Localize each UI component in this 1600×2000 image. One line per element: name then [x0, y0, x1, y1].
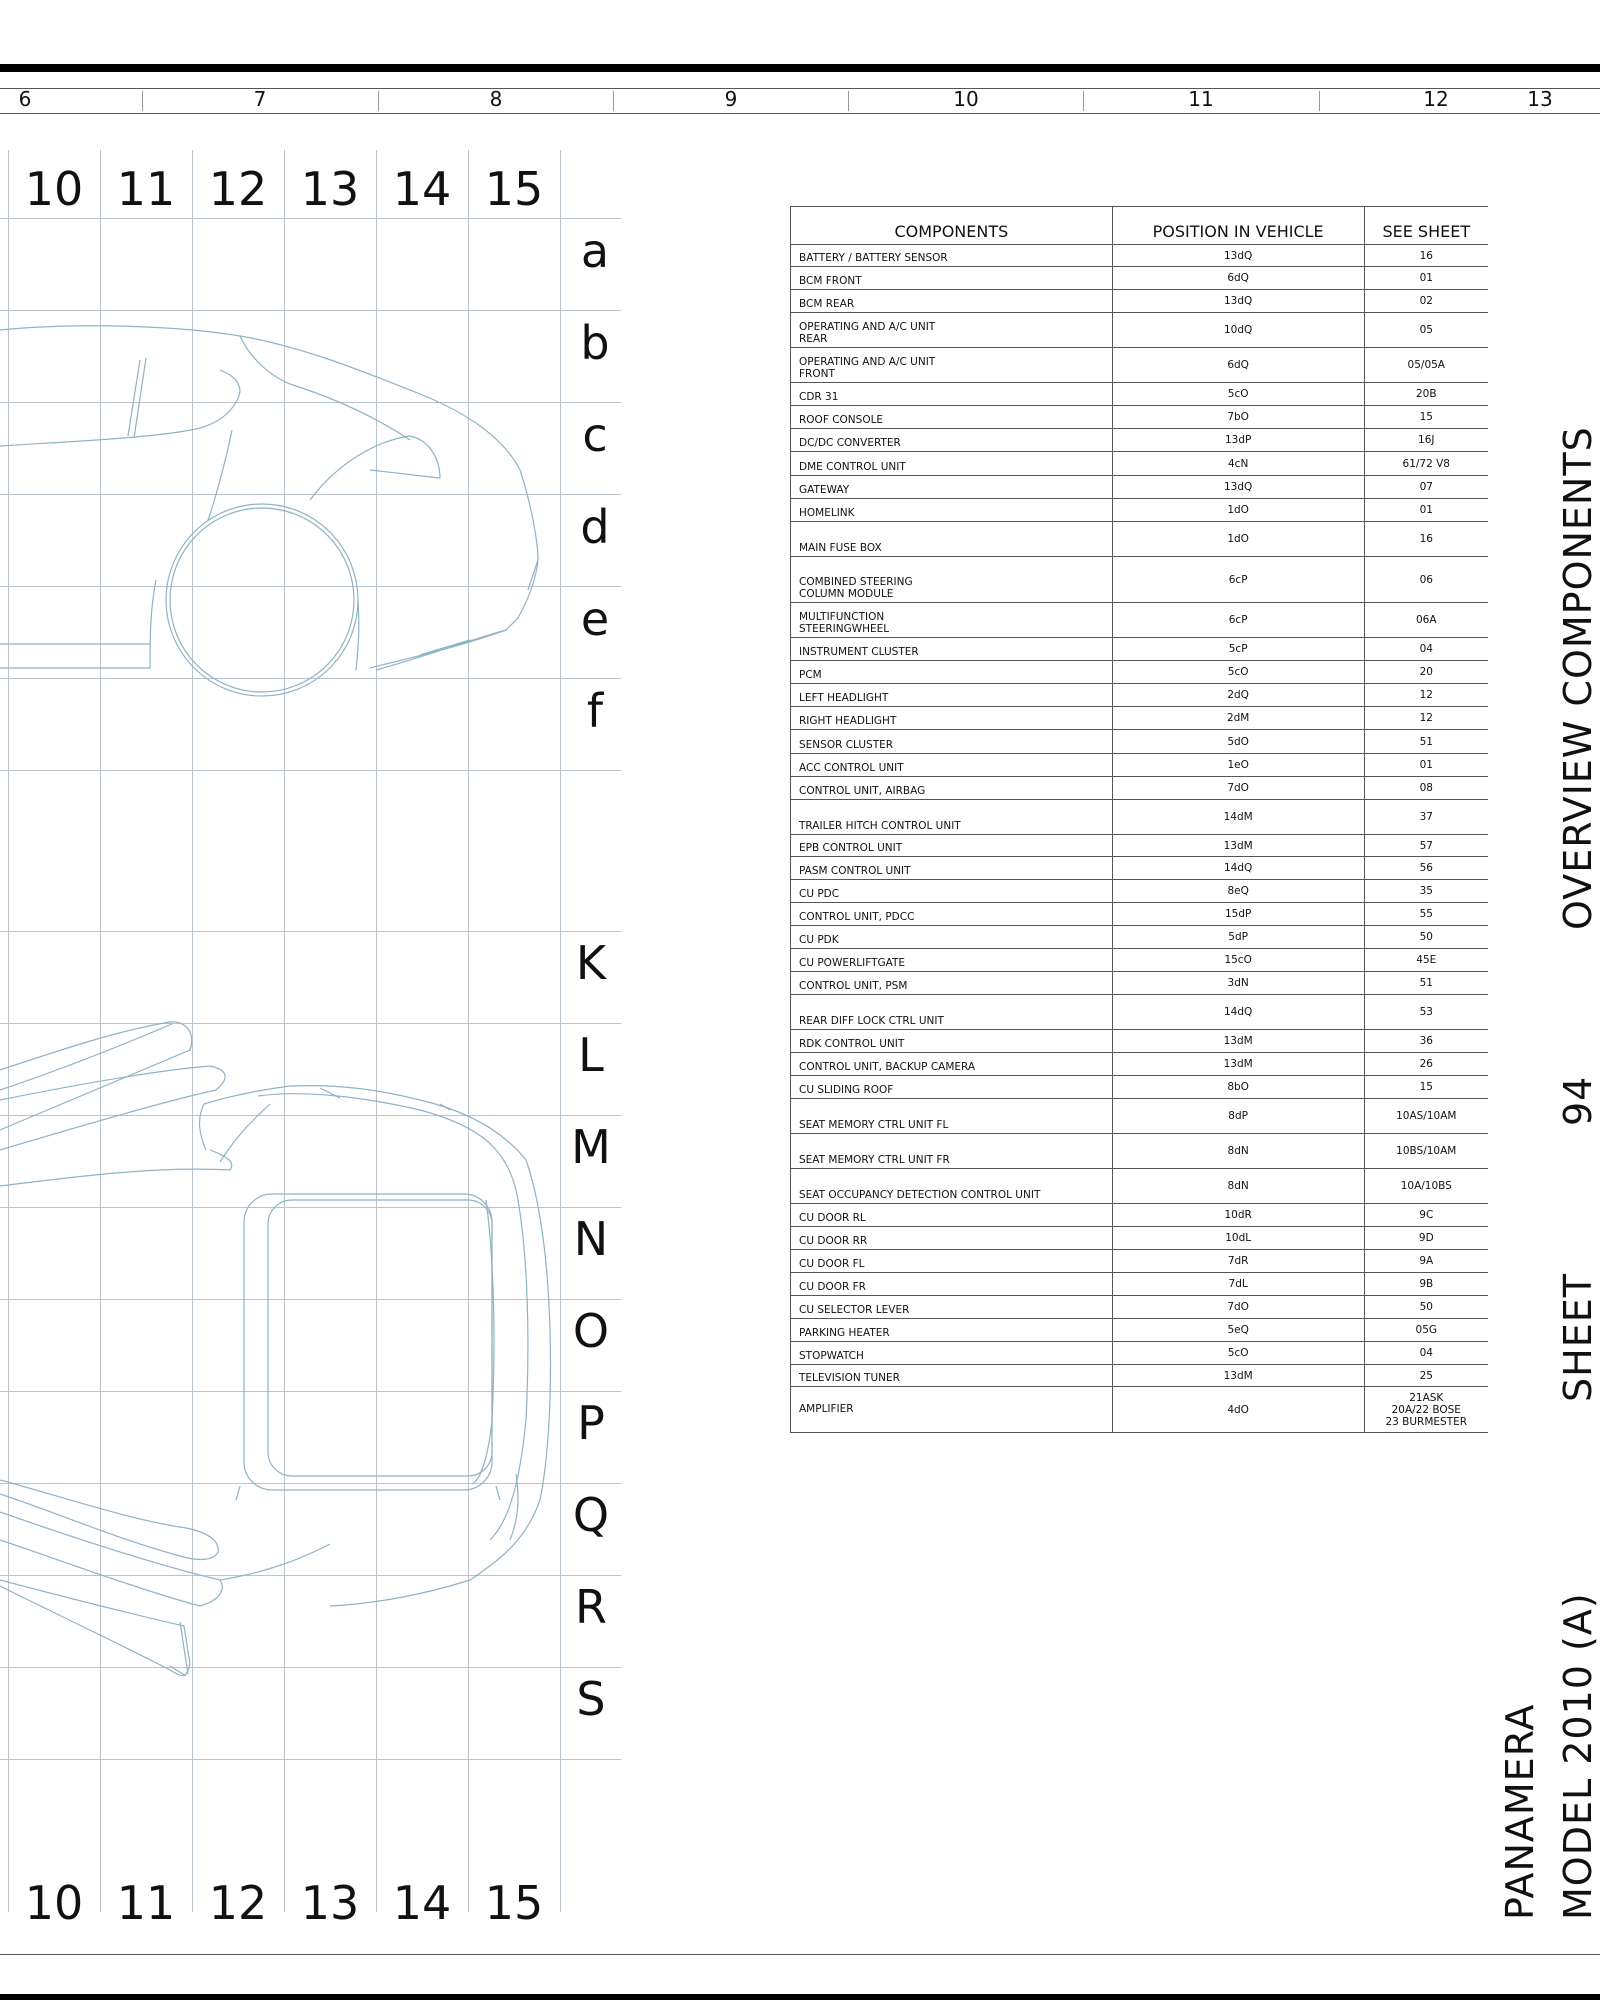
component-position: 5eQ [1112, 1319, 1364, 1342]
component-sheet: 53 [1364, 995, 1488, 1030]
table-row [791, 707, 1489, 730]
component-position: 15cO [1112, 949, 1364, 972]
component-sheet: 50 [1364, 926, 1488, 949]
component-name: HOMELINK [791, 499, 1113, 522]
component-position: 13dM [1112, 1053, 1364, 1076]
component-sheet: 06 [1364, 557, 1488, 603]
component-sheet: 37 [1364, 800, 1488, 835]
component-name: ACC CONTROL UNIT [791, 754, 1113, 777]
component-position: 4dO [1112, 1387, 1364, 1433]
component-sheet: 26 [1364, 1053, 1488, 1076]
table-row [791, 452, 1489, 476]
component-sheet: 51 [1364, 972, 1488, 995]
component-sheet: 9A [1364, 1250, 1488, 1273]
component-name: EPB CONTROL UNIT [791, 835, 1113, 857]
component-name: CONTROL UNIT, BACKUP CAMERA [791, 1053, 1113, 1076]
component-sheet: 08 [1364, 777, 1488, 800]
table-row [791, 777, 1489, 800]
component-name: SEAT MEMORY CTRL UNIT FL [791, 1099, 1113, 1134]
grid-column-number: 12 [208, 162, 268, 216]
component-sheet: 36 [1364, 1030, 1488, 1053]
component-position: 13dM [1112, 1365, 1364, 1387]
table-row [791, 1076, 1489, 1099]
title-overview-components: OVERVIEW COMPONENTS [1556, 426, 1600, 930]
zone-number: 13 [1527, 87, 1553, 111]
table-row [791, 499, 1489, 522]
component-name: RDK CONTROL UNIT [791, 1030, 1113, 1053]
component-position: 13dM [1112, 835, 1364, 857]
table-row [791, 800, 1489, 835]
grid-column-number: 15 [484, 162, 544, 216]
component-position: 8dP [1112, 1099, 1364, 1134]
zone-number: 12 [1423, 87, 1449, 111]
component-sheet: 07 [1364, 476, 1488, 499]
component-sheet: 12 [1364, 684, 1488, 707]
component-sheet: 05G [1364, 1319, 1488, 1342]
table-row [791, 383, 1489, 406]
component-position: 2dQ [1112, 684, 1364, 707]
component-name: SENSOR CLUSTER [791, 730, 1113, 754]
component-sheet: 15 [1364, 406, 1488, 429]
table-row [791, 429, 1489, 452]
component-name: CDR 31 [791, 383, 1113, 406]
table-row [791, 1134, 1489, 1169]
table-row [791, 603, 1489, 638]
grid-row-letter: d [580, 500, 610, 554]
grid-row-letter: M [571, 1120, 611, 1174]
component-position: 13dQ [1112, 290, 1364, 313]
table-row [791, 1227, 1489, 1250]
table-row [791, 949, 1489, 972]
component-position: 6dQ [1112, 348, 1364, 383]
component-position: 14dQ [1112, 995, 1364, 1030]
component-name: REAR DIFF LOCK CTRL UNIT [791, 995, 1113, 1030]
table-row [791, 1342, 1489, 1365]
table-row [791, 730, 1489, 754]
vehicle-outline-drawings [0, 0, 620, 2000]
table-row [791, 972, 1489, 995]
grid-row-letter: c [582, 408, 608, 462]
component-name: PARKING HEATER [791, 1319, 1113, 1342]
component-position: 13dQ [1112, 245, 1364, 267]
table-row [791, 995, 1489, 1030]
zone-number: 11 [1188, 87, 1214, 111]
component-position: 13dP [1112, 429, 1364, 452]
grid-row-letter: b [580, 316, 610, 370]
component-position: 3dN [1112, 972, 1364, 995]
side-view-rear-outline [0, 326, 538, 696]
title-model-year: MODEL 2010 (A) [1556, 1592, 1600, 1920]
zone-divider [1319, 91, 1320, 111]
component-sheet: 9C [1364, 1204, 1488, 1227]
component-name: GATEWAY [791, 476, 1113, 499]
table-row [791, 684, 1489, 707]
component-sheet: 16 [1364, 522, 1488, 557]
component-sheet: 9D [1364, 1227, 1488, 1250]
zone-number: 7 [253, 87, 267, 111]
component-sheet: 10A/10BS [1364, 1169, 1488, 1204]
component-name: COMBINED STEERING COLUMN MODULE [791, 557, 1113, 603]
component-sheet: 04 [1364, 1342, 1488, 1365]
grid-row-letter: Q [572, 1488, 610, 1542]
top-view-rear-outline [0, 1022, 551, 1676]
grid-row-letter: O [572, 1304, 610, 1358]
table-row [791, 880, 1489, 903]
component-name: INSTRUMENT CLUSTER [791, 638, 1113, 661]
table-row [791, 835, 1489, 857]
component-sheet: 20 [1364, 661, 1488, 684]
grid-row-letter: L [578, 1028, 604, 1082]
component-sheet: 50 [1364, 1296, 1488, 1319]
component-position: 6dQ [1112, 267, 1364, 290]
table-body [791, 245, 1489, 1433]
zone-divider [848, 91, 849, 111]
component-position: 2dM [1112, 707, 1364, 730]
table-row [791, 1296, 1489, 1319]
table-row [791, 1365, 1489, 1387]
table-row [791, 1169, 1489, 1204]
component-sheet: 25 [1364, 1365, 1488, 1387]
title-model-name: PANAMERA [1498, 1703, 1542, 1920]
component-name: CU PDK [791, 926, 1113, 949]
component-position: 5cP [1112, 638, 1364, 661]
grid-row-letter: S [576, 1672, 606, 1726]
component-sheet: 10AS/10AM [1364, 1099, 1488, 1134]
component-name: OPERATING AND A/C UNIT FRONT [791, 348, 1113, 383]
component-position: 10dL [1112, 1227, 1364, 1250]
table-row [791, 1053, 1489, 1076]
component-position: 1eO [1112, 754, 1364, 777]
component-name: PCM [791, 661, 1113, 684]
component-position: 7bO [1112, 406, 1364, 429]
component-sheet: 20B [1364, 383, 1488, 406]
component-name: CU SELECTOR LEVER [791, 1296, 1113, 1319]
zone-number: 10 [953, 87, 979, 111]
component-position: 8eQ [1112, 880, 1364, 903]
component-sheet: 15 [1364, 1076, 1488, 1099]
component-sheet: 01 [1364, 267, 1488, 290]
table-row [791, 1099, 1489, 1134]
grid-row-letter: f [586, 684, 604, 738]
component-position: 6cP [1112, 603, 1364, 638]
component-name: BATTERY / BATTERY SENSOR [791, 245, 1113, 267]
grid-column-number: 13 [300, 162, 360, 216]
component-sheet: 05 [1364, 313, 1488, 348]
component-name: CONTROL UNIT, PSM [791, 972, 1113, 995]
table-row [791, 903, 1489, 926]
component-name: LEFT HEADLIGHT [791, 684, 1113, 707]
components-table [790, 206, 1488, 1433]
grid-column-number: 12 [208, 1876, 268, 1930]
component-sheet: 01 [1364, 754, 1488, 777]
component-sheet: 57 [1364, 835, 1488, 857]
component-name: TRAILER HITCH CONTROL UNIT [791, 800, 1113, 835]
table-row [791, 1387, 1489, 1433]
table-header-row [791, 207, 1489, 245]
grid-row-letter: P [577, 1396, 605, 1450]
zone-number: 6 [18, 87, 32, 111]
component-name: CU DOOR RL [791, 1204, 1113, 1227]
component-sheet: 10BS/10AM [1364, 1134, 1488, 1169]
table-row [791, 348, 1489, 383]
component-name: CONTROL UNIT, AIRBAG [791, 777, 1113, 800]
component-sheet: 04 [1364, 638, 1488, 661]
component-name: CU DOOR RR [791, 1227, 1113, 1250]
table-row [791, 290, 1489, 313]
component-name: DC/DC CONVERTER [791, 429, 1113, 452]
table-row [791, 476, 1489, 499]
title-sheet-label: SHEET [1556, 1273, 1600, 1402]
grid-column-number: 14 [392, 1876, 452, 1930]
grid-row-letter: K [575, 936, 607, 990]
component-position: 5dO [1112, 730, 1364, 754]
table-row [791, 313, 1489, 348]
component-position: 1dO [1112, 522, 1364, 557]
component-sheet: 45E [1364, 949, 1488, 972]
component-position: 7dO [1112, 1296, 1364, 1319]
component-name: PASM CONTROL UNIT [791, 857, 1113, 880]
component-position: 1dO [1112, 499, 1364, 522]
table-row [791, 661, 1489, 684]
grid-column-number: 11 [116, 1876, 176, 1930]
component-position: 8bO [1112, 1076, 1364, 1099]
component-position: 14dQ [1112, 857, 1364, 880]
component-sheet: 16 [1364, 245, 1488, 267]
grid-row-letter: a [580, 224, 610, 278]
component-name: OPERATING AND A/C UNIT REAR [791, 313, 1113, 348]
table-row [791, 1250, 1489, 1273]
grid-column-number: 14 [392, 162, 452, 216]
grid-column-number: 11 [116, 162, 176, 216]
component-name: ROOF CONSOLE [791, 406, 1113, 429]
component-position: 7dL [1112, 1273, 1364, 1296]
component-position: 7dR [1112, 1250, 1364, 1273]
component-name: SEAT MEMORY CTRL UNIT FR [791, 1134, 1113, 1169]
component-sheet: 12 [1364, 707, 1488, 730]
grid-row-letter: e [580, 592, 610, 646]
grid-column-number: 10 [24, 1876, 84, 1930]
table-row [791, 1204, 1489, 1227]
component-sheet: 01 [1364, 499, 1488, 522]
table-row [791, 1030, 1489, 1053]
component-sheet: 55 [1364, 903, 1488, 926]
grid-row-letter: N [573, 1212, 609, 1266]
component-sheet: 61/72 V8 [1364, 452, 1488, 476]
component-name: STOPWATCH [791, 1342, 1113, 1365]
component-sheet: 51 [1364, 730, 1488, 754]
component-name: TELEVISION TUNER [791, 1365, 1113, 1387]
component-name: CU POWERLIFTGATE [791, 949, 1113, 972]
component-name: MAIN FUSE BOX [791, 522, 1113, 557]
bottom-frame-bar [0, 1994, 1600, 2000]
component-sheet: 05/05A [1364, 348, 1488, 383]
component-position: 5cO [1112, 1342, 1364, 1365]
component-name: CONTROL UNIT, PDCC [791, 903, 1113, 926]
table-row [791, 857, 1489, 880]
component-sheet: 9B [1364, 1273, 1488, 1296]
component-position: 5dP [1112, 926, 1364, 949]
component-position: 15dP [1112, 903, 1364, 926]
component-name: BCM REAR [791, 290, 1113, 313]
component-name: SEAT OCCUPANCY DETECTION CONTROL UNIT [791, 1169, 1113, 1204]
component-position: 10dR [1112, 1204, 1364, 1227]
table-row [791, 1273, 1489, 1296]
component-name: AMPLIFIER [791, 1387, 1113, 1433]
component-sheet: 02 [1364, 290, 1488, 313]
component-name: CU PDC [791, 880, 1113, 903]
component-position: 8dN [1112, 1134, 1364, 1169]
component-sheet: 21ASK 20A/22 BOSE 23 BURMESTER [1364, 1387, 1488, 1433]
component-sheet: 56 [1364, 857, 1488, 880]
component-position: 13dQ [1112, 476, 1364, 499]
component-name: RIGHT HEADLIGHT [791, 707, 1113, 730]
component-sheet: 35 [1364, 880, 1488, 903]
zone-divider [1083, 91, 1084, 111]
component-position: 7dO [1112, 777, 1364, 800]
table-row [791, 522, 1489, 557]
zone-number: 8 [489, 87, 503, 111]
component-position: 5cO [1112, 383, 1364, 406]
zone-number: 9 [724, 87, 738, 111]
table-row [791, 638, 1489, 661]
grid-column-number: 13 [300, 1876, 360, 1930]
header-position: POSITION IN VEHICLE [1112, 207, 1364, 245]
grid-row-letter: R [575, 1580, 607, 1634]
component-name: CU DOOR FL [791, 1250, 1113, 1273]
component-position: 6cP [1112, 557, 1364, 603]
component-position: 13dM [1112, 1030, 1364, 1053]
grid-column-number: 15 [484, 1876, 544, 1930]
component-name: CU DOOR FR [791, 1273, 1113, 1296]
component-position: 4cN [1112, 452, 1364, 476]
table-row [791, 245, 1489, 267]
table-row [791, 1319, 1489, 1342]
component-sheet: 06A [1364, 603, 1488, 638]
header-components: COMPONENTS [791, 207, 1113, 245]
component-name: DME CONTROL UNIT [791, 452, 1113, 476]
table-row [791, 267, 1489, 290]
table-row [791, 557, 1489, 603]
component-sheet: 16J [1364, 429, 1488, 452]
component-name: MULTIFUNCTION STEERINGWHEEL [791, 603, 1113, 638]
component-name: CU SLIDING ROOF [791, 1076, 1113, 1099]
table-row [791, 926, 1489, 949]
bottom-frame-line [0, 1954, 1600, 1955]
component-position: 8dN [1112, 1169, 1364, 1204]
component-position: 10dQ [1112, 313, 1364, 348]
table-row [791, 406, 1489, 429]
table-row [791, 754, 1489, 777]
component-name: BCM FRONT [791, 267, 1113, 290]
title-sheet-number: 94 [1556, 1075, 1600, 1126]
component-position: 14dM [1112, 800, 1364, 835]
header-see-sheet: SEE SHEET [1364, 207, 1488, 245]
component-position: 5cO [1112, 661, 1364, 684]
grid-column-number: 10 [24, 162, 84, 216]
